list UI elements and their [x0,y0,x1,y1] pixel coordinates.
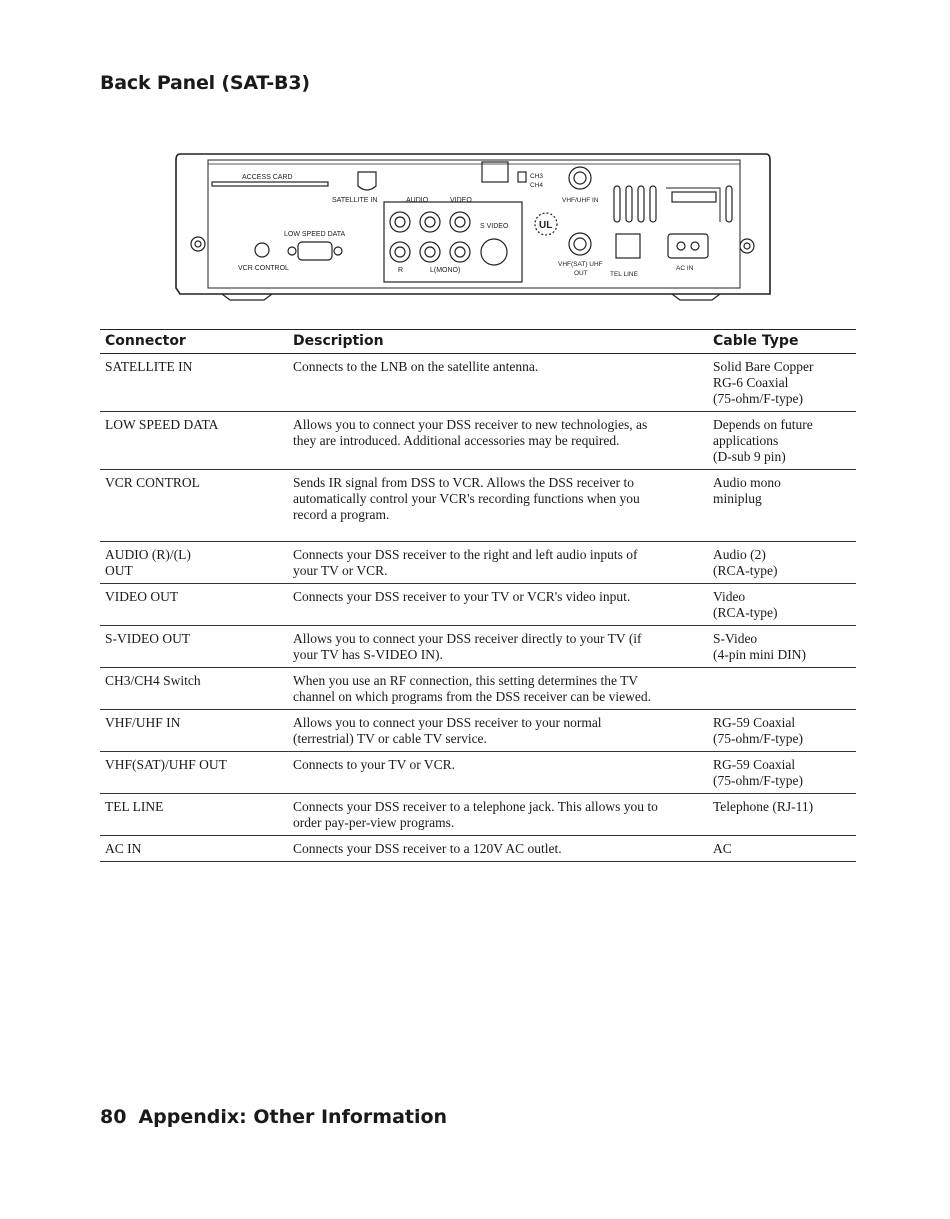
description-cell: Allows you to connect your DSS receiver directly to your TV (if your TV has S-VIDEO IN). [288,626,708,668]
audio-l-jack [420,242,440,262]
connector-cell: VHF/UHF IN [100,710,288,752]
vcr-control-jack [255,243,269,257]
audio-label: AUDIO [406,197,429,204]
description-cell: Allows you to connect your DSS receiver to your normal (terrestrial) TV or cable TV service. [288,710,708,752]
cable-cell: Video (RCA-type) [708,584,856,626]
cable-cell: Solid Bare Copper RG-6 Coaxial (75-ohm/F-type) [708,354,856,412]
table-row [100,412,856,470]
description-cell: Connects your DSS receiver to a telephone jack. This allows you to order pay-per-view programs. [288,794,708,836]
tel-line-jack [616,234,640,258]
connector-cell: TEL LINE [100,794,288,836]
right-foot [672,294,720,300]
connector-cell: AUDIO (R)/(L) OUT [100,542,288,584]
ac-in-socket [668,234,708,258]
back-panel-diagram [172,148,772,303]
ch4-label: CH4 [530,182,544,189]
footer-section-title: Appendix: Other Information [138,1106,448,1128]
s-video-label: S VIDEO [480,223,509,230]
table-row [100,710,856,752]
connector-cell: CH3/CH4 Switch [100,668,288,710]
description-cell: When you use an RF connection, this setting determines the TV channel on which programs from the DSS receiver can be viewed. [288,668,708,710]
table-row [100,470,856,542]
right-screw-icon [740,239,754,253]
description-cell: Connects to your TV or VCR. [288,752,708,794]
r-label: R [398,267,404,274]
vhf-uhf-in-jack [569,167,591,189]
l-mono-label: L(MONO) [430,267,461,274]
header-connector: Connector [100,330,288,354]
tel-line-label: TEL LINE [610,271,638,278]
video-label: VIDEO [450,197,472,204]
header-cable-type: Cable Type [708,330,856,354]
description-cell: Sends IR signal from DSS to VCR. Allows the DSS receiver to automatically control your VCR's recording functions when you record a program. [288,470,708,542]
vhf-sat-uhf-out-jack [569,233,591,255]
table-row [100,668,856,710]
low-speed-data-label: LOW SPEED DATA [284,231,346,238]
cable-cell: Depends on future applications (D-sub 9 pin) [708,412,856,470]
satellite-in-connector [358,172,376,190]
description-cell: Allows you to connect your DSS receiver to new technologies, as they are introduced. Additional accessories may be required. [288,412,708,470]
audio-mid-jack [450,242,470,262]
cable-cell: Audio mono miniplug [708,470,856,542]
ch3-label: CH3 [530,173,544,180]
s-video-jack [481,239,507,265]
table-row [100,836,856,862]
cable-cell: Telephone (RJ-11) [708,794,856,836]
left-screw-icon [191,237,205,251]
video-out-jack-1 [390,212,410,232]
cable-cell: AC [708,836,856,862]
connector-cell: VHF(SAT)/UHF OUT [100,752,288,794]
ch3-ch4-switch [482,162,508,182]
table-row [100,752,856,794]
cable-cell: S-Video (4-pin mini DIN) [708,626,856,668]
access-card-slot [212,182,328,186]
cable-cell: Audio (2) (RCA-type) [708,542,856,584]
cable-cell [708,668,856,710]
table-row [100,354,856,412]
description-cell: Connects your DSS receiver to the right and left audio inputs of your TV or VCR. [288,542,708,584]
page-title: Back Panel (SAT-B3) [100,72,310,94]
page-footer [100,1106,447,1128]
header-description: Description [288,330,708,354]
vent-slot [614,186,620,222]
connector-table [100,329,856,862]
video-out-jack-3 [450,212,470,232]
table-row [100,584,856,626]
video-out-jack-2 [420,212,440,232]
vcr-control-label: VCR CONTROL [238,265,289,272]
cable-cell: RG-59 Coaxial (75-ohm/F-type) [708,710,856,752]
connector-cell: VIDEO OUT [100,584,288,626]
audio-r-jack [390,242,410,262]
connector-cell: AC IN [100,836,288,862]
cable-cell: RG-59 Coaxial (75-ohm/F-type) [708,752,856,794]
left-foot [222,294,272,300]
connector-cell: VCR CONTROL [100,470,288,542]
ac-in-label: AC IN [676,265,694,272]
vhf-sat-uhf-label: VHF(SAT) UHF [558,261,603,268]
back-panel-illustration [172,148,772,303]
table-header-row [100,330,856,354]
table-row [100,794,856,836]
table-row [100,542,856,584]
connector-cell: SATELLITE IN [100,354,288,412]
description-cell: Connects your DSS receiver to a 120V AC outlet. [288,836,708,862]
access-card-label: ACCESS CARD [242,174,293,181]
satellite-in-label: SATELLITE IN [332,197,378,204]
out-label: OUT [574,270,588,277]
description-cell: Connects to the LNB on the satellite antenna. [288,354,708,412]
low-speed-data-port [298,242,332,260]
vhf-uhf-in-label: VHF/UHF IN [562,197,599,204]
page-number: 80 [100,1106,127,1128]
table-row [100,626,856,668]
svg-text:UL: UL [539,220,553,231]
connector-cell: S-VIDEO OUT [100,626,288,668]
description-cell: Connects your DSS receiver to your TV or VCR's video input. [288,584,708,626]
connector-cell: LOW SPEED DATA [100,412,288,470]
